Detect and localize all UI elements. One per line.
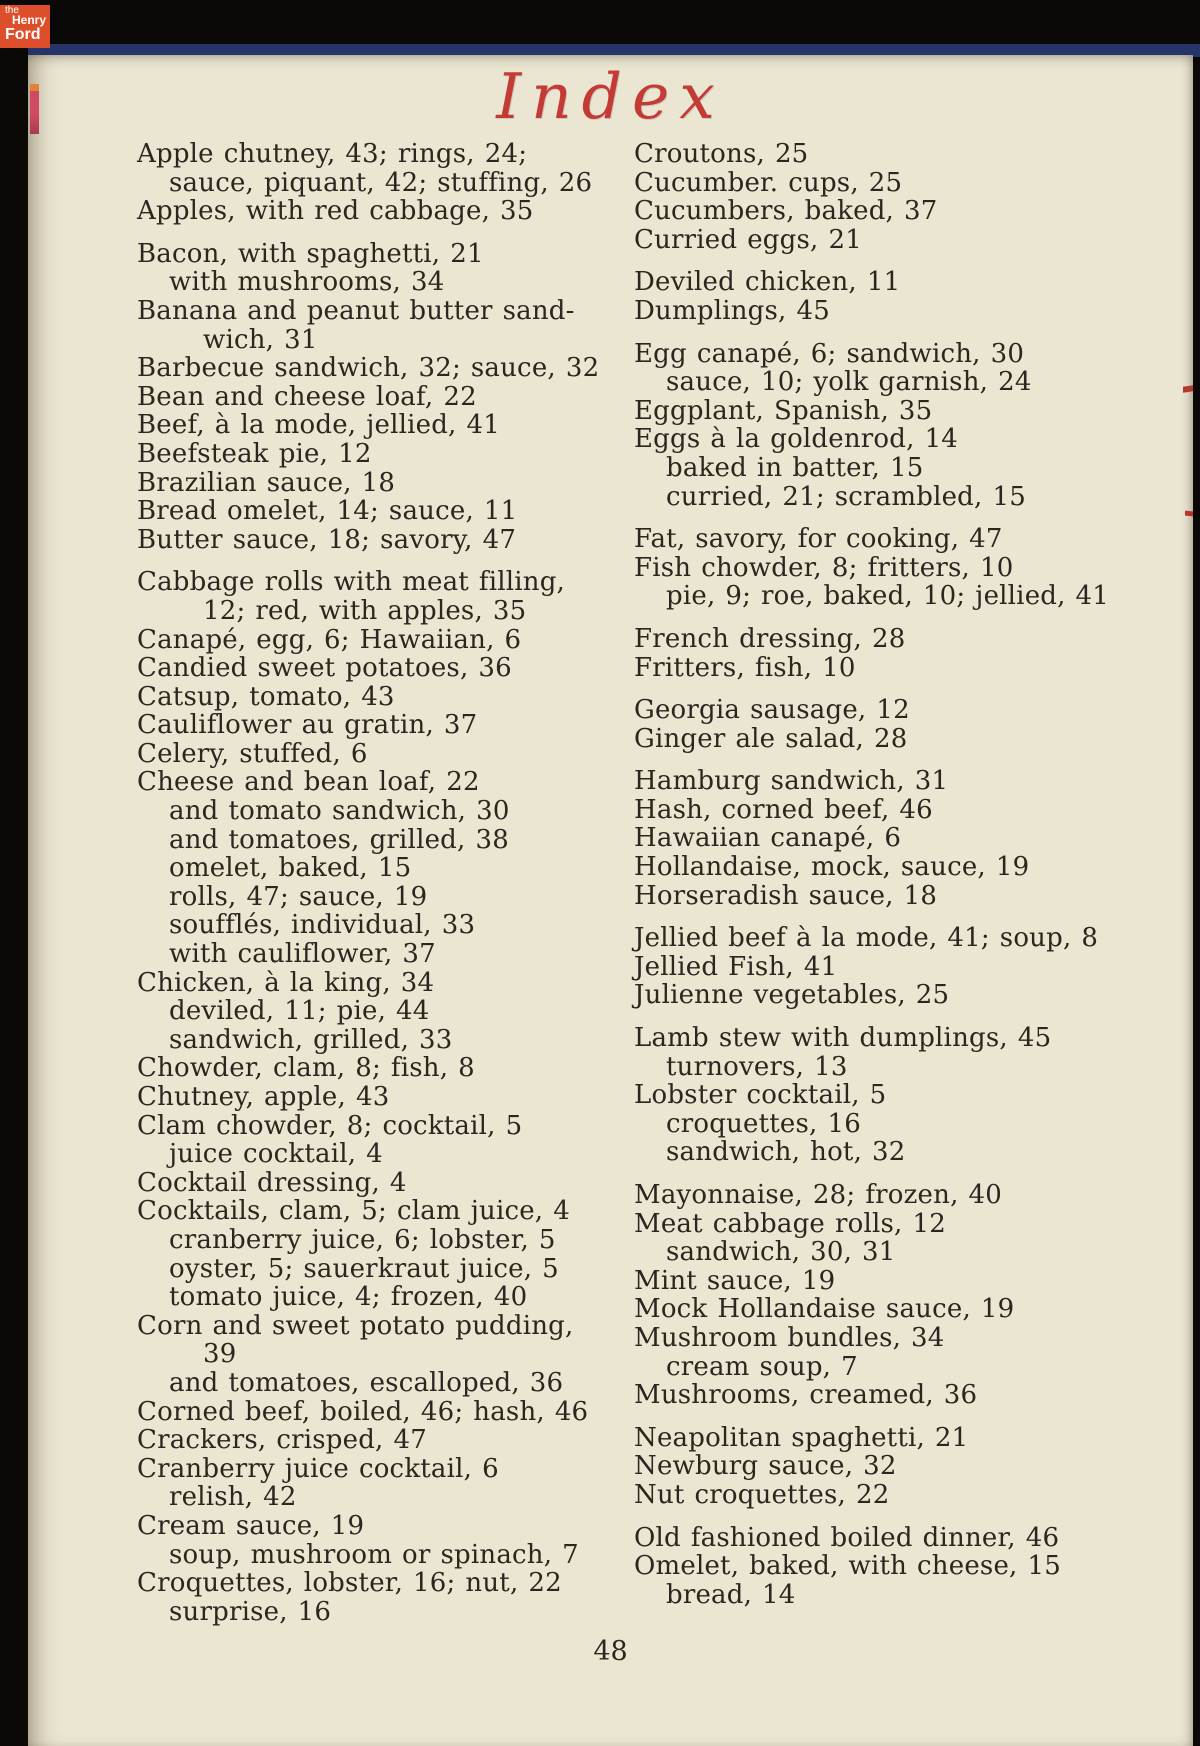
index-entry: Cocktails, clam, 5; clam juice, 4 [137, 1196, 570, 1227]
index-entry: Crackers, crisped, 47 [137, 1425, 427, 1456]
index-entry: Julienne vegetables, 25 [634, 980, 950, 1011]
index-entry: Ginger ale salad, 28 [634, 723, 908, 754]
index-entry: Fish chowder, 8; fritters, 10 [634, 552, 1014, 583]
index-entry: Chowder, clam, 8; fish, 8 [137, 1053, 475, 1084]
index-entry: Beefsteak pie, 12 [137, 438, 372, 469]
index-entry: Hollandaise, mock, sauce, 19 [634, 852, 1030, 883]
index-entry: and tomatoes, grilled, 38 [169, 824, 509, 855]
index-entry: Newburg sauce, 32 [634, 1451, 897, 1482]
index-entry: sandwich, hot, 32 [666, 1137, 906, 1168]
index-entry: oyster, 5; sauerkraut juice, 5 [169, 1253, 559, 1284]
index-entry: tomato juice, 4; frozen, 40 [169, 1282, 528, 1313]
index-entry: Meat cabbage rolls, 12 [634, 1208, 946, 1239]
index-entry: Chutney, apple, 43 [137, 1082, 390, 1112]
index-entry: bread, 14 [666, 1579, 796, 1610]
index-entry: Hash, corned beef, 46 [634, 794, 933, 825]
index-entry: Cucumbers, baked, 37 [634, 196, 938, 227]
index-entry: Deviled chicken, 11 [634, 267, 901, 298]
index-entry: cream soup, 7 [666, 1351, 858, 1382]
index-entry: Fat, savory, for cooking, 47 [634, 524, 1003, 555]
index-entry: Old fashioned boiled dinner, 46 [634, 1522, 1060, 1553]
index-entry: Georgia sausage, 12 [634, 695, 910, 726]
index-entry: Eggplant, Spanish, 35 [634, 395, 933, 426]
index-entry: Bean and cheese loaf, 22 [137, 381, 477, 412]
index-entry: sauce, piquant, 42; stuffing, 26 [169, 167, 593, 198]
index-entry: Cheese and bean loaf, 22 [137, 767, 480, 798]
index-entry: croquettes, 16 [666, 1108, 861, 1139]
index-entry: Cucumber. cups, 25 [634, 167, 903, 198]
index-entry: Dumplings, 45 [634, 295, 830, 326]
index-entry: 39 [203, 1339, 237, 1370]
index-entry: Canapé, egg, 6; Hawaiian, 6 [137, 624, 522, 655]
index-entry: deviled, 11; pie, 44 [169, 996, 430, 1027]
index-entry: Nut croquettes, 22 [634, 1479, 890, 1510]
logo-text-henry: Henry [11, 13, 46, 27]
index-entry: Lobster cocktail, 5 [634, 1080, 887, 1111]
index-entry: Mock Hollandaise sauce, 19 [634, 1294, 1015, 1325]
index-entry: Banana and peanut butter sand- [137, 295, 575, 326]
index-entry: Bacon, with spaghetti, 21 [137, 238, 484, 269]
index-right-column [634, 140, 1114, 1609]
index-entry: Chicken, à la king, 34 [137, 967, 435, 998]
index-entry: Bread omelet, 14; sauce, 11 [137, 496, 518, 527]
index-entry: Omelet, baked, with cheese, 15 [634, 1551, 1061, 1582]
index-entry: curried, 21; scrambled, 15 [666, 481, 1026, 512]
index-entry: cranberry juice, 6; lobster, 5 [169, 1224, 556, 1255]
page-title: Index [496, 60, 725, 133]
index-entry: Mushroom bundles, 34 [634, 1322, 945, 1353]
index-entry: Hawaiian canapé, 6 [634, 823, 902, 854]
index-entry: Cranberry juice cocktail, 6 [137, 1453, 499, 1484]
index-entry: Lamb stew with dumplings, 45 [634, 1023, 1052, 1054]
index-entry: surprise, 16 [169, 1596, 332, 1627]
index-entry: baked in batter, 15 [666, 452, 924, 483]
index-entry: Mint sauce, 19 [634, 1265, 836, 1296]
index-entry: wich, 31 [203, 324, 318, 355]
index-entry: Corn and sweet potato pudding, [137, 1310, 574, 1341]
index-entry: Clam chowder, 8; cocktail, 5 [137, 1110, 523, 1141]
index-entry: Candied sweet potatoes, 36 [137, 653, 512, 684]
index-entry: juice cocktail, 4 [169, 1139, 383, 1170]
index-entry: Egg canapé, 6; sandwich, 30 [634, 338, 1025, 369]
henry-ford-logo [0, 5, 50, 48]
index-entry: Cocktail dressing, 4 [137, 1167, 407, 1198]
index-entry: and tomato sandwich, 30 [169, 796, 510, 827]
index-entry: Jellied Fish, 41 [634, 951, 838, 982]
index-entry: Hamburg sandwich, 31 [634, 766, 949, 797]
index-entry: Neapolitan spaghetti, 21 [634, 1422, 969, 1453]
index-entry: with cauliflower, 37 [169, 939, 436, 970]
index-page [28, 55, 1193, 1746]
index-entry: Brazilian sauce, 18 [137, 467, 396, 498]
index-entry: sauce, 10; yolk garnish, 24 [666, 367, 1032, 398]
index-entry: omelet, baked, 15 [169, 853, 412, 884]
index-entry: Jellied beef à la mode, 41; soup, 8 [634, 923, 1099, 954]
index-entry: Horseradish sauce, 18 [634, 880, 938, 911]
index-entry: Mayonnaise, 28; frozen, 40 [634, 1180, 1002, 1210]
index-left-column [137, 139, 600, 1627]
index-entry: Cream sauce, 19 [137, 1510, 365, 1541]
index-entry: Apples, with red cabbage, 35 [137, 196, 534, 227]
index-entry: Fritters, fish, 10 [634, 652, 856, 683]
index-entry: Corned beef, boiled, 46; hash, 46 [137, 1396, 589, 1427]
index-entry: Cabbage rolls with meat filling, [137, 567, 566, 598]
index-entry: Butter sauce, 18; savory, 47 [137, 524, 517, 555]
index-entry: turnovers, 13 [666, 1051, 848, 1082]
index-entry: 12; red, with apples, 35 [203, 595, 527, 626]
logo-text-the: the [5, 5, 19, 16]
index-entry: Apple chutney, 43; rings, 24; [137, 139, 528, 169]
index-entry: Barbecue sandwich, 32; sauce, 32 [137, 353, 600, 384]
index-entry: Croquettes, lobster, 16; nut, 22 [137, 1568, 562, 1599]
index-entry: Catsup, tomato, 43 [137, 681, 395, 712]
index-entry: Mushrooms, creamed, 36 [634, 1380, 978, 1411]
index-entry: Eggs à la goldenrod, 14 [634, 424, 959, 455]
index-entry: sandwich, grilled, 33 [169, 1024, 453, 1055]
index-entry: and tomatoes, escalloped, 36 [169, 1367, 564, 1398]
index-entry: Celery, stuffed, 6 [137, 738, 368, 769]
index-entry: relish, 42 [169, 1482, 297, 1513]
red-edge-mark [1185, 511, 1193, 517]
index-entry: with mushrooms, 34 [169, 267, 445, 298]
index-entry: Cauliflower au gratin, 37 [137, 710, 478, 741]
index-entry: Curried eggs, 21 [634, 224, 862, 255]
index-entry: Croutons, 25 [634, 139, 809, 169]
index-entry: sandwich, 30, 31 [666, 1237, 896, 1268]
logo-text-ford: Ford [5, 26, 41, 43]
index-entry: soup, mushroom or spinach, 7 [169, 1539, 579, 1570]
index-entry: soufflés, individual, 33 [169, 910, 476, 941]
index-entry: rolls, 47; sauce, 19 [169, 881, 428, 912]
index-entry: Beef, à la mode, jellied, 41 [137, 410, 500, 441]
page-number: 48 [593, 1636, 628, 1667]
index-entry: pie, 9; roe, baked, 10; jellied, 41 [666, 581, 1110, 612]
ribbon-mark [30, 84, 39, 134]
index-entry: French dressing, 28 [634, 623, 906, 654]
